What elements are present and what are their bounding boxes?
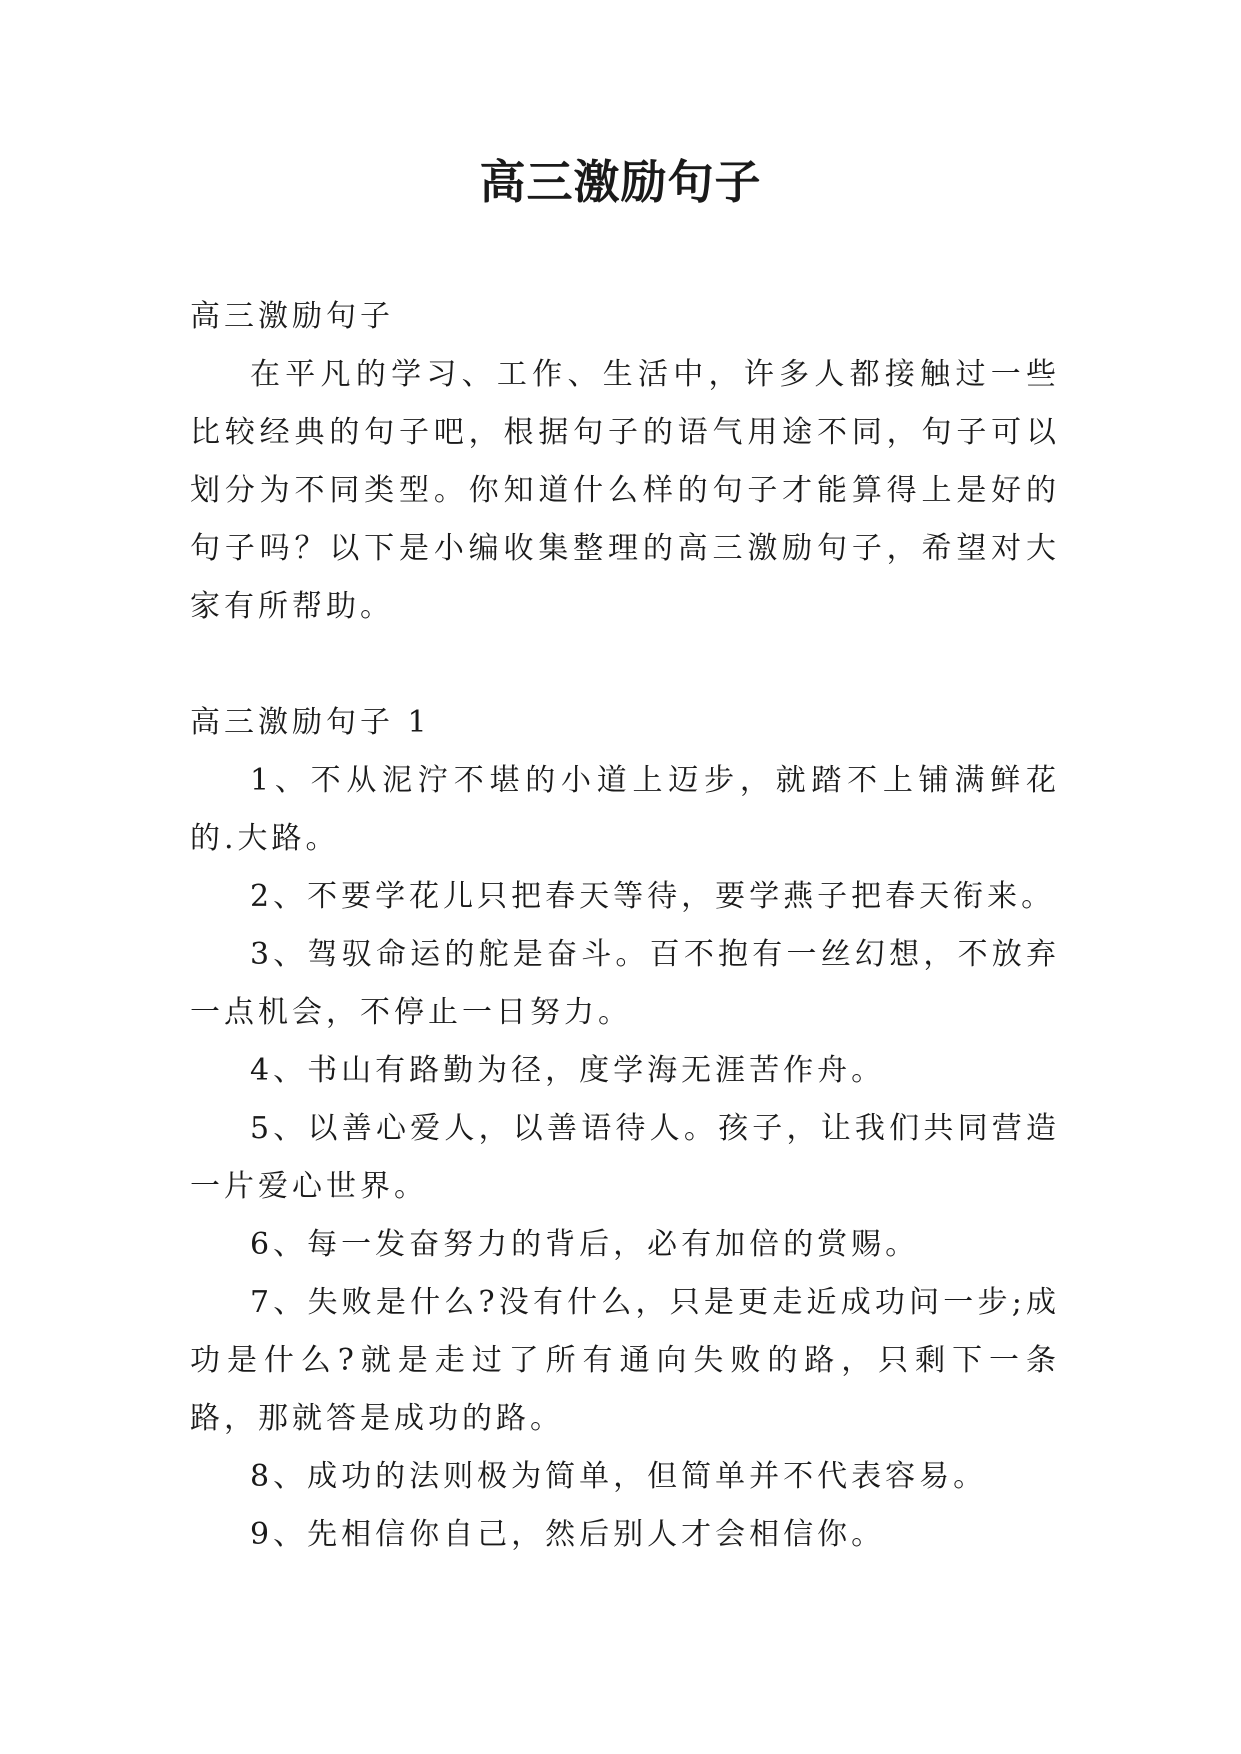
- list-item: 9、先相信你自己，然后别人才会相信你。: [250, 1517, 886, 1552]
- list-item: 4、书山有路勤为径，度学海无涯苦作舟。: [250, 1053, 886, 1088]
- list-item: 3、驾驭命运的舵是奋斗。百不抱有一丝幻想，不放弃一点机会，不停止一日努力。: [190, 937, 1060, 1030]
- list-item: 8、成功的法则极为简单，但简单并不代表容易。: [250, 1459, 988, 1494]
- list-item: 5、以善心爱人，以善语待人。孩子，让我们共同营造一片爱心世界。: [190, 1111, 1060, 1204]
- section-heading: 高三激励句子 1: [190, 705, 431, 740]
- list-item: 2、不要学花儿只把春天等待，要学燕子把春天衔来。: [250, 879, 1056, 914]
- list-item: 1、不从泥泞不堪的小道上迈步，就踏不上铺满鲜花的.大路。: [190, 763, 1060, 856]
- paragraph-gap: [190, 636, 1060, 694]
- list-item: 7、失败是什么?没有什么，只是更走近成功问一步;成功是什么?就是走过了所有通向失败的路，只剩下一条路，那就答是成功的路。: [190, 1285, 1060, 1436]
- intro-paragraph: 在平凡的学习、工作、生活中，许多人都接触过一些比较经典的句子吧，根据句子的语气用途不同，句子可以划分为不同类型。你知道什么样的句子才能算得上是好的句子吗？以下是小编收集整理的高三激励句子，希望对大家有所帮助。: [190, 357, 1060, 624]
- list-item: 6、每一发奋努力的背后，必有加倍的赏赐。: [250, 1227, 920, 1262]
- intro-heading: 高三激励句子: [190, 299, 394, 334]
- document-title: 高三激励句子: [479, 155, 762, 209]
- document-body: [190, 288, 1060, 1564]
